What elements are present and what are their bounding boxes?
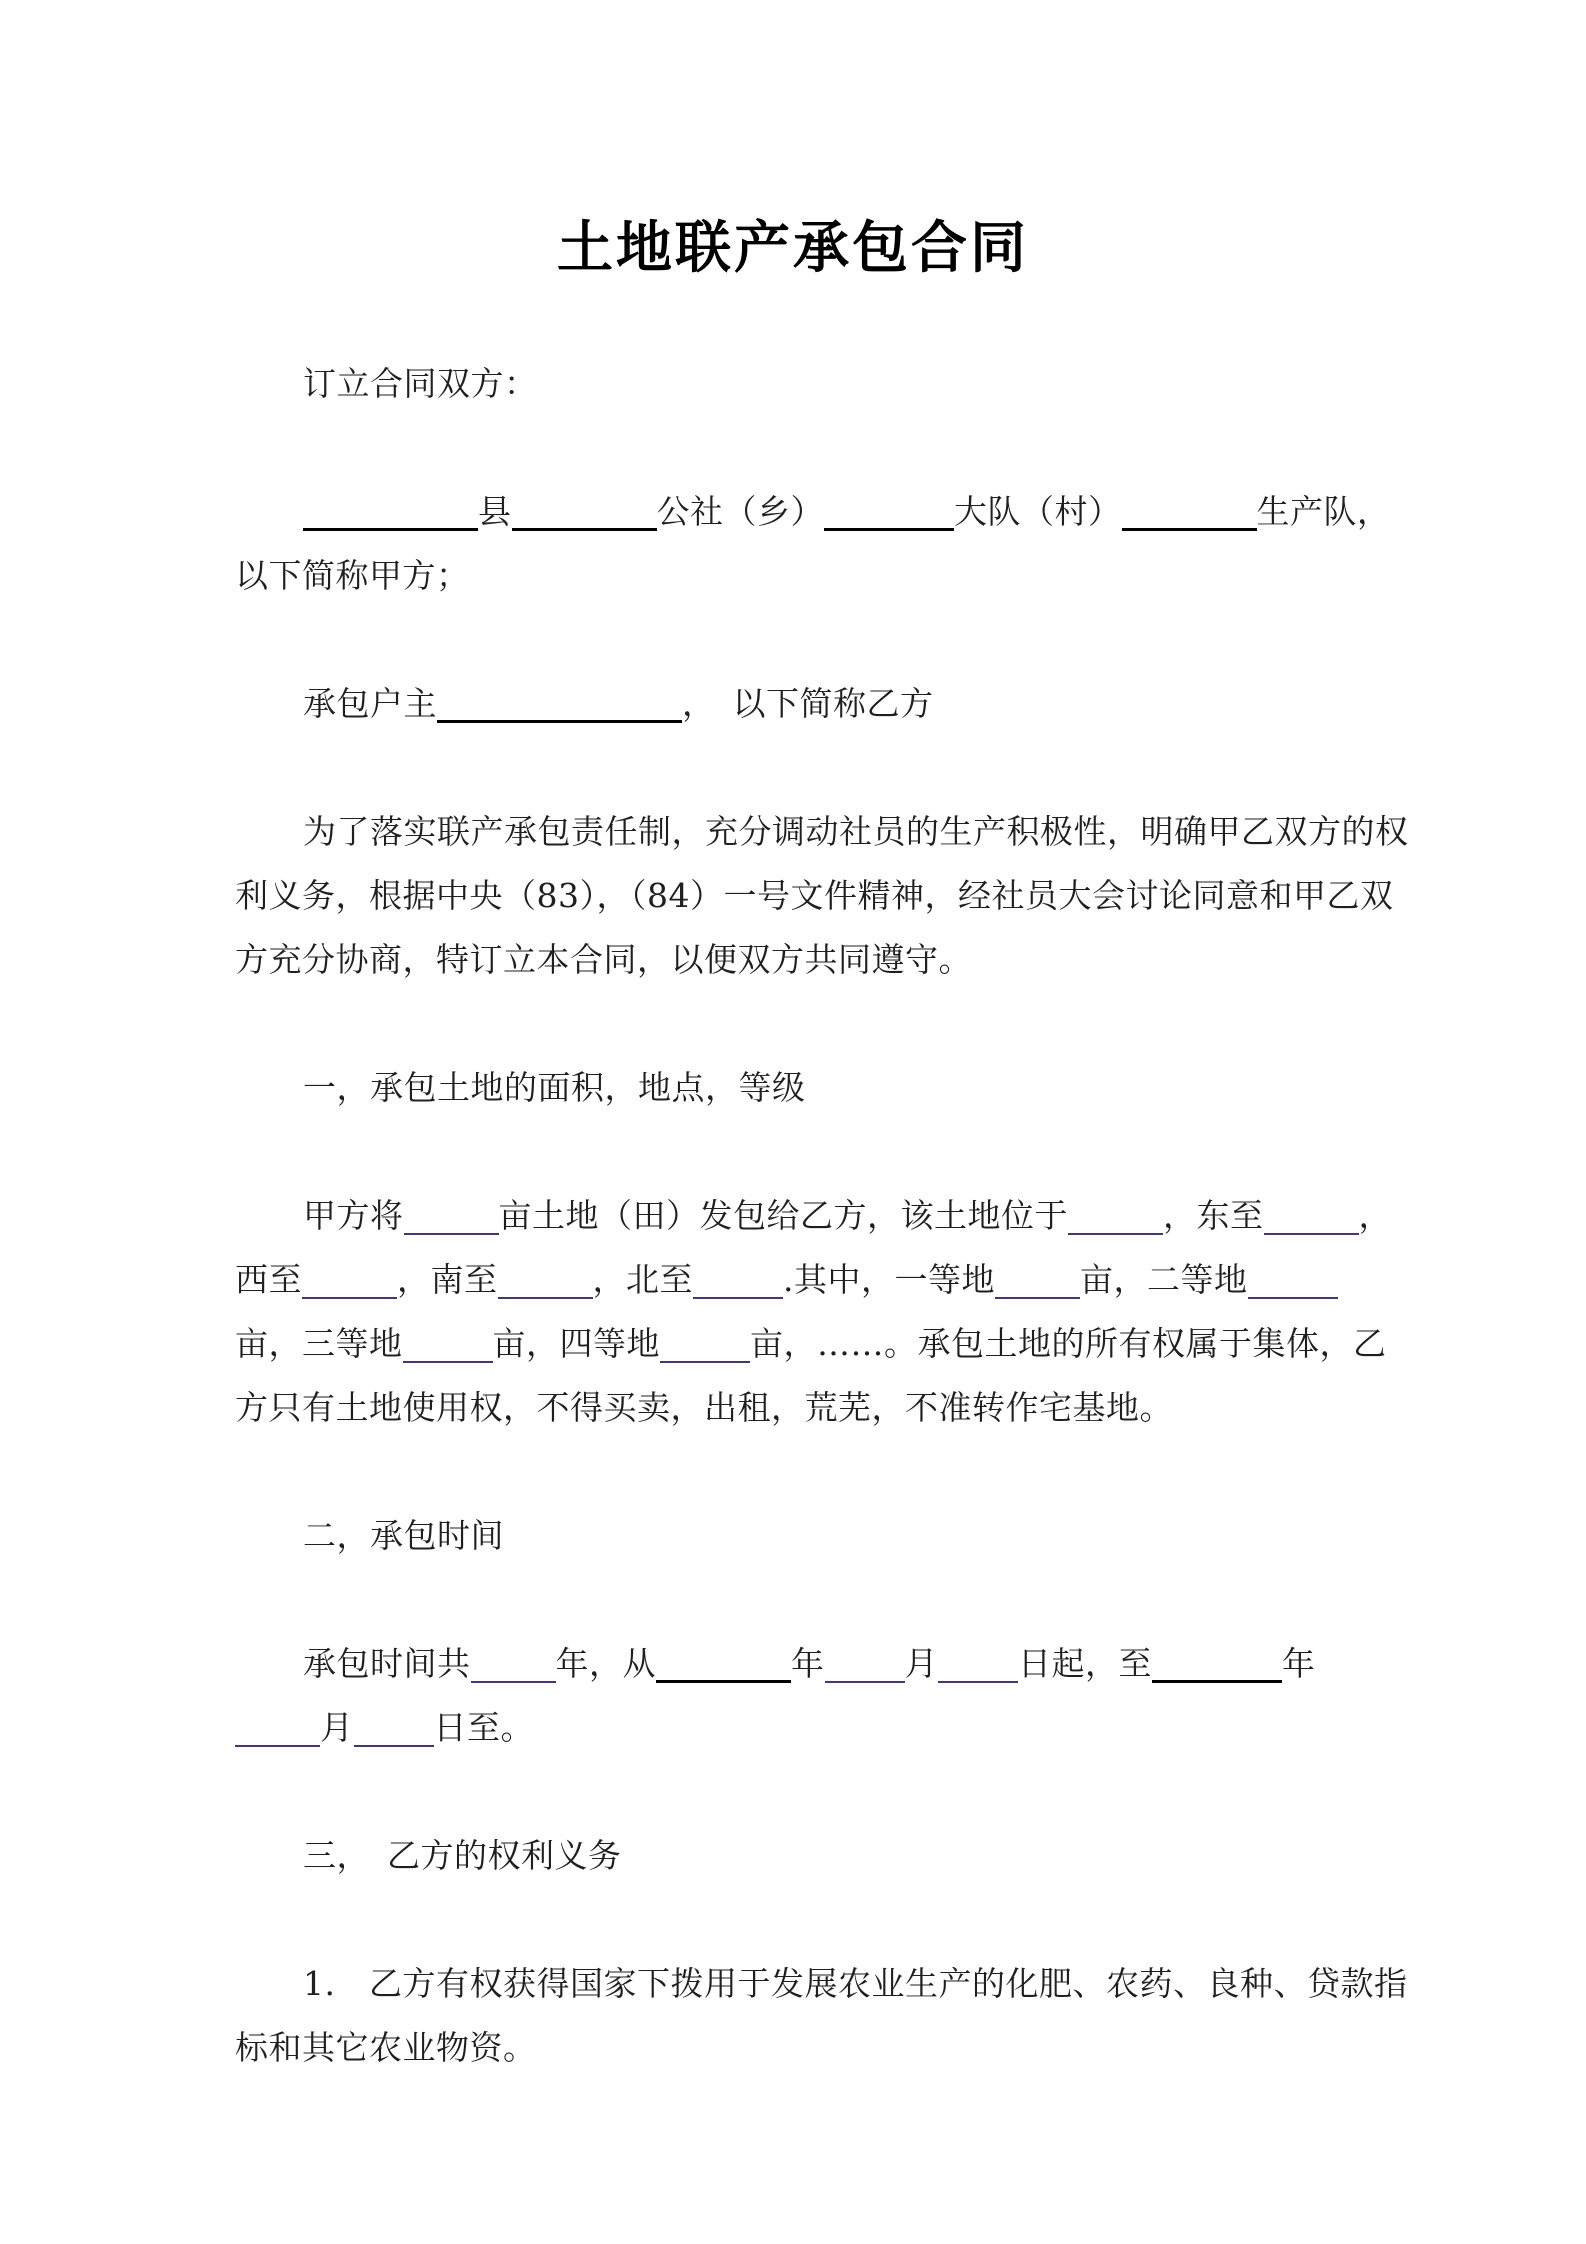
text-run: ，南至	[397, 1260, 498, 1299]
blank-field	[1068, 1225, 1163, 1235]
text-run: 甲方将	[303, 1196, 404, 1235]
text-run: 年	[791, 1644, 825, 1683]
text-line	[235, 2016, 1445, 2080]
text-run: ，	[1358, 1196, 1392, 1235]
text-run: 亩土地（田）发包给乙方，该土地位于	[498, 1196, 1068, 1235]
blank-field	[437, 712, 682, 723]
text-line	[235, 1056, 1445, 1120]
text-line	[235, 544, 1445, 608]
text-line	[235, 672, 1445, 736]
blank-field	[656, 1672, 791, 1683]
blank-field	[693, 1289, 783, 1299]
text-line	[235, 480, 1445, 544]
text-line	[235, 800, 1445, 864]
text-run: 月	[320, 1708, 354, 1747]
blank-field	[825, 1673, 905, 1683]
document-title: 土地联产承包合同	[557, 216, 1029, 281]
text-run: 利义务，根据中央（83），（84）一号文件精神，经社员大会讨论同意和甲乙双	[235, 876, 1394, 915]
text-run: 以下简称甲方；	[235, 556, 470, 595]
text-run: 公社（乡）	[656, 492, 824, 531]
contract-term-clause	[235, 1632, 1445, 1760]
land-area-clause	[235, 1184, 1445, 1440]
text-run: 为了落实联产承包责任制，充分调动社员的生产积极性，明确甲乙双方的权	[303, 812, 1409, 851]
text-run: 承包时间共	[303, 1644, 471, 1683]
text-run: 县	[478, 492, 512, 531]
text-run: ，北至	[592, 1260, 693, 1299]
blank-field	[302, 1289, 397, 1299]
blank-field	[303, 520, 478, 531]
blank-field	[1122, 520, 1257, 531]
blank-field	[1248, 1289, 1338, 1299]
blank-field	[660, 1353, 750, 1363]
blank-field	[498, 1289, 593, 1299]
text-run: 月	[904, 1644, 938, 1683]
text-run: 方只有土地使用权，不得买卖，出租，荒芜，不准转作宅基地。	[235, 1388, 1173, 1427]
text-run: 生产队，	[1256, 492, 1391, 531]
text-run: 年	[1282, 1644, 1316, 1683]
item-1-clause	[235, 1952, 1445, 2080]
text-run: 一，承包土地的面积，地点，等级	[303, 1068, 806, 1107]
section-1-heading	[235, 1056, 1445, 1120]
text-run: 亩，二等地	[1080, 1260, 1248, 1299]
text-line	[235, 1632, 1445, 1696]
section-2-heading	[235, 1504, 1445, 1568]
text-line	[235, 1312, 1445, 1376]
section-3-heading	[235, 1824, 1445, 1888]
text-line	[235, 1696, 1445, 1760]
text-line	[235, 1184, 1445, 1248]
text-run: ，东至	[1163, 1196, 1264, 1235]
text-line	[235, 1824, 1445, 1888]
blank-field	[1152, 1672, 1282, 1683]
text-run: 西至	[235, 1260, 302, 1299]
text-run: 二，承包时间	[303, 1516, 504, 1555]
text-run: 方充分协商，特订立本合同，以便双方共同遵守。	[235, 940, 972, 979]
blank-field	[824, 520, 954, 531]
text-run: 亩，三等地	[235, 1324, 403, 1363]
text-run: 订立合同双方：	[303, 364, 538, 403]
text-line	[235, 1248, 1445, 1312]
text-run: 日起，至	[1018, 1644, 1152, 1683]
text-line	[235, 1376, 1445, 1440]
text-line	[235, 928, 1445, 992]
blank-field	[1264, 1225, 1359, 1235]
text-run: 标和其它农业物资。	[235, 2028, 537, 2067]
text-run: 年，从	[555, 1644, 656, 1683]
text-run: 日至。	[433, 1708, 534, 1747]
contract-parties-lead	[235, 352, 1445, 416]
text-run: 亩，……。承包土地的所有权属于集体，乙	[750, 1324, 1387, 1363]
party-b-clause	[235, 672, 1445, 736]
document-body	[235, 352, 1445, 2080]
blank-field	[995, 1289, 1080, 1299]
text-line	[235, 1952, 1445, 2016]
text-run: 亩，四等地	[492, 1324, 660, 1363]
text-line	[235, 864, 1445, 928]
party-a-clause	[235, 480, 1445, 608]
blank-field	[512, 520, 657, 531]
text-line	[235, 1504, 1445, 1568]
blank-field	[354, 1737, 434, 1747]
text-run: .其中，一等地	[783, 1260, 995, 1299]
blank-field	[471, 1673, 556, 1683]
blank-field	[403, 1353, 493, 1363]
blank-field	[938, 1673, 1018, 1683]
text-run: 1. 乙方有权获得国家下拨用于发展农业生产的化肥、农药、良种、贷款指	[303, 1964, 1408, 2003]
text-run: ， 以下简称乙方	[682, 684, 934, 723]
blank-field	[235, 1737, 320, 1747]
text-run: 承包户主	[303, 684, 437, 723]
preamble	[235, 800, 1445, 992]
text-run: 大队（村）	[954, 492, 1122, 531]
text-run: 三， 乙方的权利义务	[303, 1836, 622, 1875]
blank-field	[404, 1225, 499, 1235]
text-line	[235, 352, 1445, 416]
